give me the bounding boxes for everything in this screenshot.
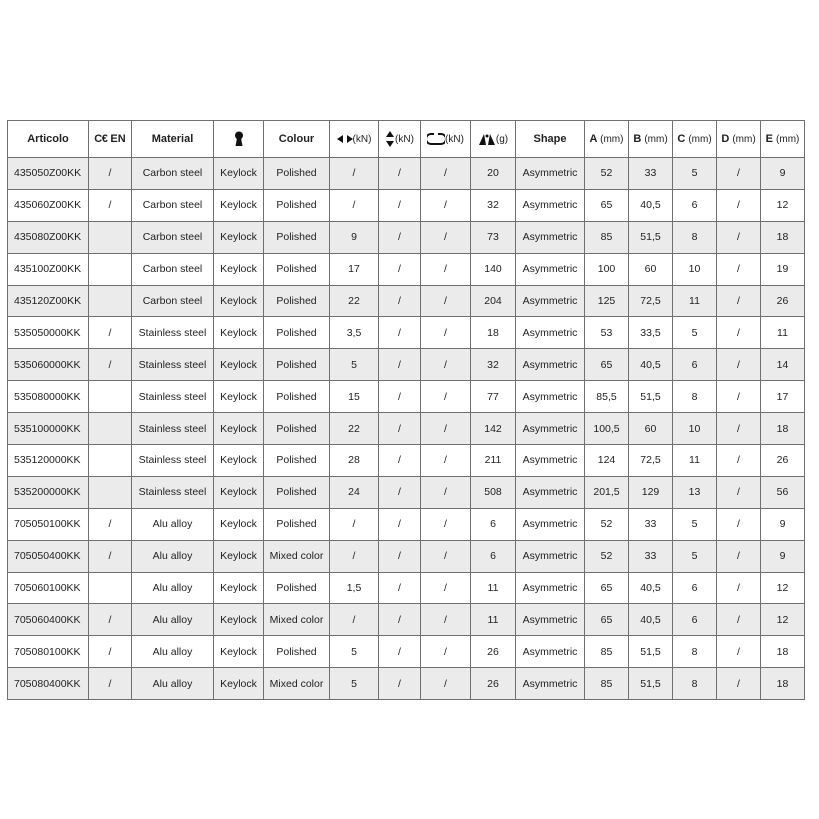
cell-material: Alu alloy bbox=[132, 604, 214, 636]
cell-minor-axis: / bbox=[379, 413, 421, 445]
cell-lock: Keylock bbox=[214, 253, 264, 285]
cell-gate-open: / bbox=[421, 381, 471, 413]
ce-mark: C€ bbox=[94, 133, 108, 145]
cell-dim-b: 40,5 bbox=[629, 349, 673, 381]
table-row bbox=[8, 445, 805, 477]
col-colour: Colour bbox=[264, 121, 330, 158]
cell-major-axis: 5 bbox=[330, 636, 379, 668]
cell-material: Stainless steel bbox=[132, 413, 214, 445]
cell-weight: 32 bbox=[471, 189, 516, 221]
cell-major-axis: 22 bbox=[330, 413, 379, 445]
cell-minor-axis: / bbox=[379, 636, 421, 668]
cell-colour: Polished bbox=[264, 158, 330, 190]
cell-gate-open: / bbox=[421, 476, 471, 508]
cell-ce-en: / bbox=[89, 508, 132, 540]
cell-gate-open: / bbox=[421, 285, 471, 317]
col-articolo: Articolo bbox=[8, 121, 89, 158]
cell-articolo: 535080000KK bbox=[8, 381, 89, 413]
cell-articolo: 535060000KK bbox=[8, 349, 89, 381]
cell-colour: Mixed color bbox=[264, 668, 330, 700]
cell-major-axis: 3,5 bbox=[330, 317, 379, 349]
cell-dim-b: 51,5 bbox=[629, 668, 673, 700]
cell-material: Stainless steel bbox=[132, 476, 214, 508]
cell-gate-open: / bbox=[421, 221, 471, 253]
cell-articolo: 435120Z00KK bbox=[8, 285, 89, 317]
cell-colour: Polished bbox=[264, 572, 330, 604]
cell-minor-axis: / bbox=[379, 285, 421, 317]
cell-dim-a: 65 bbox=[585, 604, 629, 636]
cell-dim-e: 12 bbox=[761, 572, 805, 604]
cell-minor-axis: / bbox=[379, 445, 421, 477]
spec-table bbox=[7, 120, 805, 700]
cell-dim-d: / bbox=[717, 540, 761, 572]
cell-ce-en: / bbox=[89, 540, 132, 572]
cell-ce-en: / bbox=[89, 349, 132, 381]
cell-dim-e: 9 bbox=[761, 508, 805, 540]
cell-minor-axis: / bbox=[379, 668, 421, 700]
cell-colour: Mixed color bbox=[264, 540, 330, 572]
cell-minor-axis: / bbox=[379, 476, 421, 508]
cell-dim-b: 51,5 bbox=[629, 636, 673, 668]
cell-dim-e: 19 bbox=[761, 253, 805, 285]
cell-dim-a: 53 bbox=[585, 317, 629, 349]
cell-lock: Keylock bbox=[214, 540, 264, 572]
table-row bbox=[8, 572, 805, 604]
col-shape: Shape bbox=[516, 121, 585, 158]
cell-shape: Asymmetric bbox=[516, 349, 585, 381]
cell-lock: Keylock bbox=[214, 508, 264, 540]
cell-ce-en: / bbox=[89, 668, 132, 700]
cell-material: Stainless steel bbox=[132, 381, 214, 413]
cell-dim-d: / bbox=[717, 381, 761, 413]
cell-articolo: 535120000KK bbox=[8, 445, 89, 477]
cell-material: Alu alloy bbox=[132, 508, 214, 540]
cell-dim-c: 6 bbox=[673, 572, 717, 604]
cell-dim-d: / bbox=[717, 508, 761, 540]
cell-dim-c: 10 bbox=[673, 413, 717, 445]
cell-dim-d: / bbox=[717, 636, 761, 668]
cell-material: Alu alloy bbox=[132, 636, 214, 668]
cell-colour: Mixed color bbox=[264, 604, 330, 636]
col-weight: (g) bbox=[471, 121, 516, 158]
table-row bbox=[8, 253, 805, 285]
table-row bbox=[8, 317, 805, 349]
cell-material: Carbon steel bbox=[132, 221, 214, 253]
table-row bbox=[8, 540, 805, 572]
col-material: Material bbox=[132, 121, 214, 158]
col-lock bbox=[214, 121, 264, 158]
cell-lock: Keylock bbox=[214, 668, 264, 700]
cell-dim-d: / bbox=[717, 158, 761, 190]
cell-dim-a: 52 bbox=[585, 508, 629, 540]
cell-weight: 20 bbox=[471, 158, 516, 190]
cell-major-axis: / bbox=[330, 508, 379, 540]
cell-minor-axis: / bbox=[379, 540, 421, 572]
cell-ce-en bbox=[89, 572, 132, 604]
table-row bbox=[8, 476, 805, 508]
cell-shape: Asymmetric bbox=[516, 285, 585, 317]
cell-lock: Keylock bbox=[214, 445, 264, 477]
cell-ce-en bbox=[89, 381, 132, 413]
cell-articolo: 705050400KK bbox=[8, 540, 89, 572]
cell-major-axis: 24 bbox=[330, 476, 379, 508]
gate-open-icon bbox=[427, 133, 445, 145]
col-ce-en: C€ EN bbox=[89, 121, 132, 158]
cell-dim-b: 60 bbox=[629, 413, 673, 445]
cell-lock: Keylock bbox=[214, 413, 264, 445]
cell-dim-c: 8 bbox=[673, 668, 717, 700]
cell-ce-en: / bbox=[89, 604, 132, 636]
cell-shape: Asymmetric bbox=[516, 604, 585, 636]
cell-lock: Keylock bbox=[214, 349, 264, 381]
cell-dim-e: 26 bbox=[761, 445, 805, 477]
cell-minor-axis: / bbox=[379, 317, 421, 349]
cell-weight: 73 bbox=[471, 221, 516, 253]
cell-dim-d: / bbox=[717, 317, 761, 349]
col-gate-open: (kN) bbox=[421, 121, 471, 158]
cell-material: Carbon steel bbox=[132, 189, 214, 221]
cell-shape: Asymmetric bbox=[516, 445, 585, 477]
cell-dim-b: 60 bbox=[629, 253, 673, 285]
cell-weight: 6 bbox=[471, 540, 516, 572]
cell-ce-en bbox=[89, 285, 132, 317]
cell-minor-axis: / bbox=[379, 508, 421, 540]
cell-dim-c: 10 bbox=[673, 253, 717, 285]
cell-major-axis: / bbox=[330, 158, 379, 190]
cell-articolo: 705080100KK bbox=[8, 636, 89, 668]
table-row bbox=[8, 189, 805, 221]
cell-colour: Polished bbox=[264, 508, 330, 540]
cell-minor-axis: / bbox=[379, 349, 421, 381]
cell-dim-a: 100 bbox=[585, 253, 629, 285]
cell-weight: 11 bbox=[471, 572, 516, 604]
table-row bbox=[8, 636, 805, 668]
cell-dim-c: 5 bbox=[673, 317, 717, 349]
cell-articolo: 705050100KK bbox=[8, 508, 89, 540]
cell-shape: Asymmetric bbox=[516, 508, 585, 540]
cell-ce-en: / bbox=[89, 158, 132, 190]
cell-dim-e: 11 bbox=[761, 317, 805, 349]
cell-dim-c: 6 bbox=[673, 189, 717, 221]
cell-weight: 77 bbox=[471, 381, 516, 413]
cell-lock: Keylock bbox=[214, 636, 264, 668]
cell-material: Stainless steel bbox=[132, 317, 214, 349]
cell-material: Alu alloy bbox=[132, 668, 214, 700]
cell-dim-a: 201,5 bbox=[585, 476, 629, 508]
cell-dim-c: 11 bbox=[673, 445, 717, 477]
cell-shape: Asymmetric bbox=[516, 540, 585, 572]
col-b: B (mm) bbox=[629, 121, 673, 158]
cell-minor-axis: / bbox=[379, 253, 421, 285]
cell-lock: Keylock bbox=[214, 317, 264, 349]
cell-major-axis: / bbox=[330, 540, 379, 572]
cell-articolo: 705080400KK bbox=[8, 668, 89, 700]
cell-lock: Keylock bbox=[214, 158, 264, 190]
cell-gate-open: / bbox=[421, 540, 471, 572]
cell-ce-en bbox=[89, 445, 132, 477]
cell-colour: Polished bbox=[264, 189, 330, 221]
cell-dim-e: 14 bbox=[761, 349, 805, 381]
cell-dim-a: 65 bbox=[585, 349, 629, 381]
cell-dim-b: 51,5 bbox=[629, 381, 673, 413]
cell-dim-d: / bbox=[717, 285, 761, 317]
cell-major-axis: 22 bbox=[330, 285, 379, 317]
cell-dim-a: 65 bbox=[585, 572, 629, 604]
cell-dim-d: / bbox=[717, 572, 761, 604]
cell-dim-e: 18 bbox=[761, 413, 805, 445]
cell-articolo: 535200000KK bbox=[8, 476, 89, 508]
cell-minor-axis: / bbox=[379, 381, 421, 413]
cell-dim-a: 85,5 bbox=[585, 381, 629, 413]
cell-weight: 140 bbox=[471, 253, 516, 285]
cell-dim-a: 85 bbox=[585, 668, 629, 700]
cell-dim-e: 17 bbox=[761, 381, 805, 413]
cell-lock: Keylock bbox=[214, 476, 264, 508]
cell-dim-e: 26 bbox=[761, 285, 805, 317]
cell-major-axis: 1,5 bbox=[330, 572, 379, 604]
table-row bbox=[8, 668, 805, 700]
table-row bbox=[8, 508, 805, 540]
cell-lock: Keylock bbox=[214, 381, 264, 413]
cell-major-axis: 17 bbox=[330, 253, 379, 285]
cell-shape: Asymmetric bbox=[516, 476, 585, 508]
cell-articolo: 435060Z00KK bbox=[8, 189, 89, 221]
cell-material: Alu alloy bbox=[132, 540, 214, 572]
cell-material: Stainless steel bbox=[132, 445, 214, 477]
cell-dim-a: 124 bbox=[585, 445, 629, 477]
cell-gate-open: / bbox=[421, 253, 471, 285]
cell-articolo: 435080Z00KK bbox=[8, 221, 89, 253]
cell-ce-en bbox=[89, 253, 132, 285]
cell-colour: Polished bbox=[264, 253, 330, 285]
cell-major-axis: 9 bbox=[330, 221, 379, 253]
cell-colour: Polished bbox=[264, 381, 330, 413]
col-minor-axis: (kN) bbox=[379, 121, 421, 158]
cell-gate-open: / bbox=[421, 158, 471, 190]
cell-gate-open: / bbox=[421, 636, 471, 668]
cell-colour: Polished bbox=[264, 413, 330, 445]
cell-ce-en: / bbox=[89, 636, 132, 668]
cell-dim-b: 33 bbox=[629, 540, 673, 572]
cell-colour: Polished bbox=[264, 445, 330, 477]
cell-weight: 204 bbox=[471, 285, 516, 317]
cell-weight: 18 bbox=[471, 317, 516, 349]
cell-dim-e: 9 bbox=[761, 158, 805, 190]
cell-lock: Keylock bbox=[214, 189, 264, 221]
cell-articolo: 705060100KK bbox=[8, 572, 89, 604]
cell-dim-c: 13 bbox=[673, 476, 717, 508]
cell-gate-open: / bbox=[421, 445, 471, 477]
cell-shape: Asymmetric bbox=[516, 158, 585, 190]
cell-dim-d: / bbox=[717, 445, 761, 477]
cell-colour: Polished bbox=[264, 285, 330, 317]
table-row bbox=[8, 285, 805, 317]
cell-gate-open: / bbox=[421, 508, 471, 540]
table-row bbox=[8, 221, 805, 253]
cell-minor-axis: / bbox=[379, 572, 421, 604]
cell-dim-a: 125 bbox=[585, 285, 629, 317]
cell-dim-d: / bbox=[717, 221, 761, 253]
cell-dim-b: 72,5 bbox=[629, 285, 673, 317]
cell-weight: 142 bbox=[471, 413, 516, 445]
cell-articolo: 705060400KK bbox=[8, 604, 89, 636]
cell-dim-d: / bbox=[717, 413, 761, 445]
cell-shape: Asymmetric bbox=[516, 221, 585, 253]
cell-material: Stainless steel bbox=[132, 349, 214, 381]
cell-dim-e: 12 bbox=[761, 604, 805, 636]
cell-dim-a: 52 bbox=[585, 158, 629, 190]
cell-major-axis: 28 bbox=[330, 445, 379, 477]
arrows-vertical-icon bbox=[385, 131, 395, 147]
cell-dim-d: / bbox=[717, 604, 761, 636]
cell-lock: Keylock bbox=[214, 221, 264, 253]
cell-weight: 508 bbox=[471, 476, 516, 508]
cell-dim-c: 11 bbox=[673, 285, 717, 317]
cell-dim-b: 33,5 bbox=[629, 317, 673, 349]
cell-dim-b: 129 bbox=[629, 476, 673, 508]
keyhole-icon bbox=[234, 131, 244, 147]
cell-shape: Asymmetric bbox=[516, 636, 585, 668]
cell-dim-b: 40,5 bbox=[629, 189, 673, 221]
cell-weight: 32 bbox=[471, 349, 516, 381]
cell-major-axis: 5 bbox=[330, 668, 379, 700]
cell-major-axis: / bbox=[330, 189, 379, 221]
cell-weight: 211 bbox=[471, 445, 516, 477]
cell-shape: Asymmetric bbox=[516, 189, 585, 221]
cell-dim-c: 6 bbox=[673, 349, 717, 381]
cell-gate-open: / bbox=[421, 413, 471, 445]
cell-major-axis: 15 bbox=[330, 381, 379, 413]
table-row bbox=[8, 413, 805, 445]
cell-dim-a: 85 bbox=[585, 221, 629, 253]
cell-minor-axis: / bbox=[379, 189, 421, 221]
cell-dim-e: 18 bbox=[761, 668, 805, 700]
cell-dim-c: 6 bbox=[673, 604, 717, 636]
cell-dim-a: 100,5 bbox=[585, 413, 629, 445]
cell-dim-c: 8 bbox=[673, 381, 717, 413]
cell-dim-d: / bbox=[717, 476, 761, 508]
cell-ce-en: / bbox=[89, 189, 132, 221]
cell-major-axis: / bbox=[330, 604, 379, 636]
col-major-axis: (kN) bbox=[330, 121, 379, 158]
cell-dim-e: 18 bbox=[761, 636, 805, 668]
cell-minor-axis: / bbox=[379, 221, 421, 253]
cell-dim-b: 40,5 bbox=[629, 572, 673, 604]
header-row bbox=[8, 121, 805, 158]
cell-articolo: 435050Z00KK bbox=[8, 158, 89, 190]
cell-material: Carbon steel bbox=[132, 253, 214, 285]
cell-gate-open: / bbox=[421, 668, 471, 700]
cell-major-axis: 5 bbox=[330, 349, 379, 381]
table-row bbox=[8, 158, 805, 190]
cell-dim-b: 33 bbox=[629, 508, 673, 540]
cell-shape: Asymmetric bbox=[516, 668, 585, 700]
arrows-horizontal-icon bbox=[337, 134, 353, 144]
cell-minor-axis: / bbox=[379, 604, 421, 636]
cell-material: Carbon steel bbox=[132, 285, 214, 317]
col-e: E (mm) bbox=[761, 121, 805, 158]
cell-weight: 6 bbox=[471, 508, 516, 540]
cell-gate-open: / bbox=[421, 189, 471, 221]
cell-dim-d: / bbox=[717, 349, 761, 381]
cell-lock: Keylock bbox=[214, 604, 264, 636]
cell-dim-d: / bbox=[717, 253, 761, 285]
cell-gate-open: / bbox=[421, 317, 471, 349]
col-a: A (mm) bbox=[585, 121, 629, 158]
cell-gate-open: / bbox=[421, 572, 471, 604]
cell-dim-c: 5 bbox=[673, 508, 717, 540]
cell-dim-a: 52 bbox=[585, 540, 629, 572]
cell-articolo: 535100000KK bbox=[8, 413, 89, 445]
cell-dim-d: / bbox=[717, 668, 761, 700]
cell-colour: Polished bbox=[264, 636, 330, 668]
cell-dim-c: 8 bbox=[673, 221, 717, 253]
cell-weight: 26 bbox=[471, 668, 516, 700]
cell-lock: Keylock bbox=[214, 285, 264, 317]
cell-weight: 26 bbox=[471, 636, 516, 668]
table-row bbox=[8, 381, 805, 413]
table-row bbox=[8, 349, 805, 381]
col-d: D (mm) bbox=[717, 121, 761, 158]
cell-dim-d: / bbox=[717, 189, 761, 221]
cell-ce-en bbox=[89, 413, 132, 445]
cell-colour: Polished bbox=[264, 476, 330, 508]
cell-dim-b: 51,5 bbox=[629, 221, 673, 253]
cell-shape: Asymmetric bbox=[516, 253, 585, 285]
col-c: C (mm) bbox=[673, 121, 717, 158]
weight-icon bbox=[478, 133, 496, 145]
cell-articolo: 435100Z00KK bbox=[8, 253, 89, 285]
cell-dim-e: 9 bbox=[761, 540, 805, 572]
cell-dim-e: 18 bbox=[761, 221, 805, 253]
cell-colour: Polished bbox=[264, 221, 330, 253]
cell-gate-open: / bbox=[421, 604, 471, 636]
table-row bbox=[8, 604, 805, 636]
cell-dim-b: 40,5 bbox=[629, 604, 673, 636]
cell-dim-a: 65 bbox=[585, 189, 629, 221]
cell-dim-c: 8 bbox=[673, 636, 717, 668]
cell-dim-c: 5 bbox=[673, 158, 717, 190]
cell-shape: Asymmetric bbox=[516, 317, 585, 349]
cell-dim-a: 85 bbox=[585, 636, 629, 668]
cell-gate-open: / bbox=[421, 349, 471, 381]
cell-dim-b: 72,5 bbox=[629, 445, 673, 477]
cell-dim-b: 33 bbox=[629, 158, 673, 190]
cell-colour: Polished bbox=[264, 349, 330, 381]
cell-dim-e: 12 bbox=[761, 189, 805, 221]
cell-ce-en bbox=[89, 476, 132, 508]
cell-minor-axis: / bbox=[379, 158, 421, 190]
cell-colour: Polished bbox=[264, 317, 330, 349]
cell-dim-c: 5 bbox=[673, 540, 717, 572]
cell-shape: Asymmetric bbox=[516, 572, 585, 604]
cell-articolo: 535050000KK bbox=[8, 317, 89, 349]
cell-shape: Asymmetric bbox=[516, 381, 585, 413]
cell-shape: Asymmetric bbox=[516, 413, 585, 445]
cell-ce-en: / bbox=[89, 317, 132, 349]
cell-ce-en bbox=[89, 221, 132, 253]
cell-weight: 11 bbox=[471, 604, 516, 636]
cell-lock: Keylock bbox=[214, 572, 264, 604]
cell-material: Alu alloy bbox=[132, 572, 214, 604]
cell-material: Carbon steel bbox=[132, 158, 214, 190]
cell-dim-e: 56 bbox=[761, 476, 805, 508]
